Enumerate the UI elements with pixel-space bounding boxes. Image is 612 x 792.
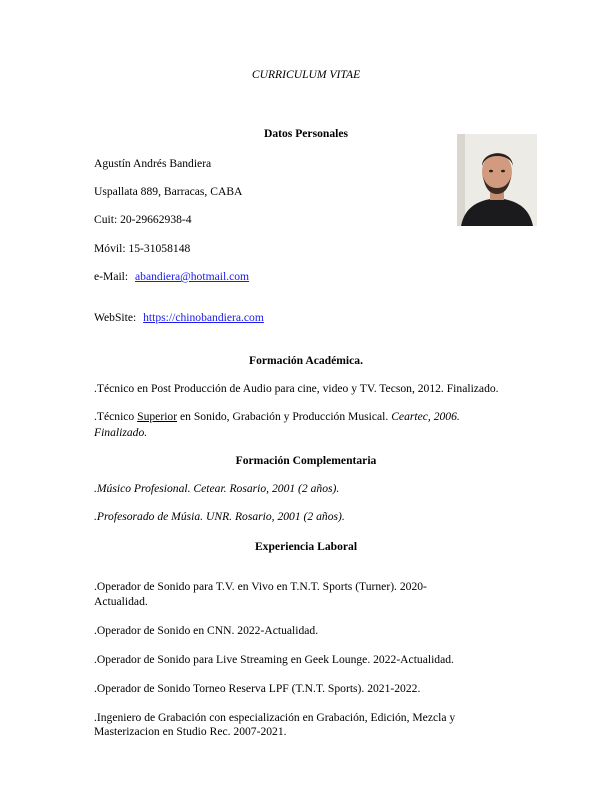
experiencia-laboral-heading: Experiencia Laboral (254, 540, 358, 553)
item-text-italic: Ceartec, 2006. (391, 410, 460, 423)
experiencia-item: .Operador de Sonido Torneo Reserva LPF (T.N.T. Sports). 2021-2022. (94, 682, 421, 695)
address: Uspallata 889, Barracas, CABA (94, 185, 243, 198)
experiencia-item-continuation: Actualidad. (94, 595, 148, 608)
website-label: WebSite: (94, 311, 137, 324)
formacion-academica-item: .Técnico en Post Producción de Audio para cine, video y TV. Tecson, 2012. Finalizado. (94, 382, 499, 395)
full-name: Agustín Andrés Bandiera (94, 157, 212, 170)
formacion-academica-heading: Formación Académica. (249, 354, 363, 367)
movil: Móvil: 15-31058148 (94, 242, 191, 255)
email-link[interactable]: abandiera@hotmail.com (135, 270, 250, 283)
document-title: CURRICULUM VITAE (251, 68, 361, 81)
profile-photo (457, 134, 537, 226)
formacion-complementaria-item: .Músico Profesional. Cetear. Rosario, 2001 (2 años). (94, 482, 340, 495)
experiencia-item: .Operador de Sonido para Live Streaming en Geek Lounge. 2022-Actualidad. (94, 653, 454, 666)
item-text: .Técnico (94, 410, 138, 423)
datos-personales-heading: Datos Personales (263, 127, 349, 140)
experiencia-item: .Operador de Sonido para T.V. en Vivo en T.N.T. Sports (Turner). 2020- (94, 580, 427, 593)
formacion-academica-item (94, 411, 460, 423)
formacion-complementaria-heading: Formación Complementaria (235, 454, 377, 467)
item-text: en Sonido, Grabación y Producción Musical. (177, 410, 392, 423)
experiencia-item-continuation: Masterizacion en Studio Rec. 2007-2021. (94, 725, 287, 738)
formacion-complementaria-item: .Profesorado de Músia. UNR. Rosario, 2001 (2 años). (94, 510, 345, 523)
experiencia-item: .Operador de Sonido en CNN. 2022-Actualidad. (94, 624, 319, 637)
cuit: Cuit: 20-29662938-4 (94, 213, 192, 226)
website-link[interactable]: https://chinobandiera.com (143, 311, 264, 324)
experiencia-item: .Ingeniero de Grabación con especialización en Grabación, Edición, Mezcla y (94, 711, 456, 724)
formacion-academica-item-continuation: Finalizado. (94, 426, 148, 439)
profile-photo-image (457, 134, 537, 226)
item-text-underlined: Superior (137, 410, 178, 423)
email-row (94, 271, 249, 283)
website-row (94, 312, 264, 324)
email-label: e-Mail: (94, 270, 129, 283)
